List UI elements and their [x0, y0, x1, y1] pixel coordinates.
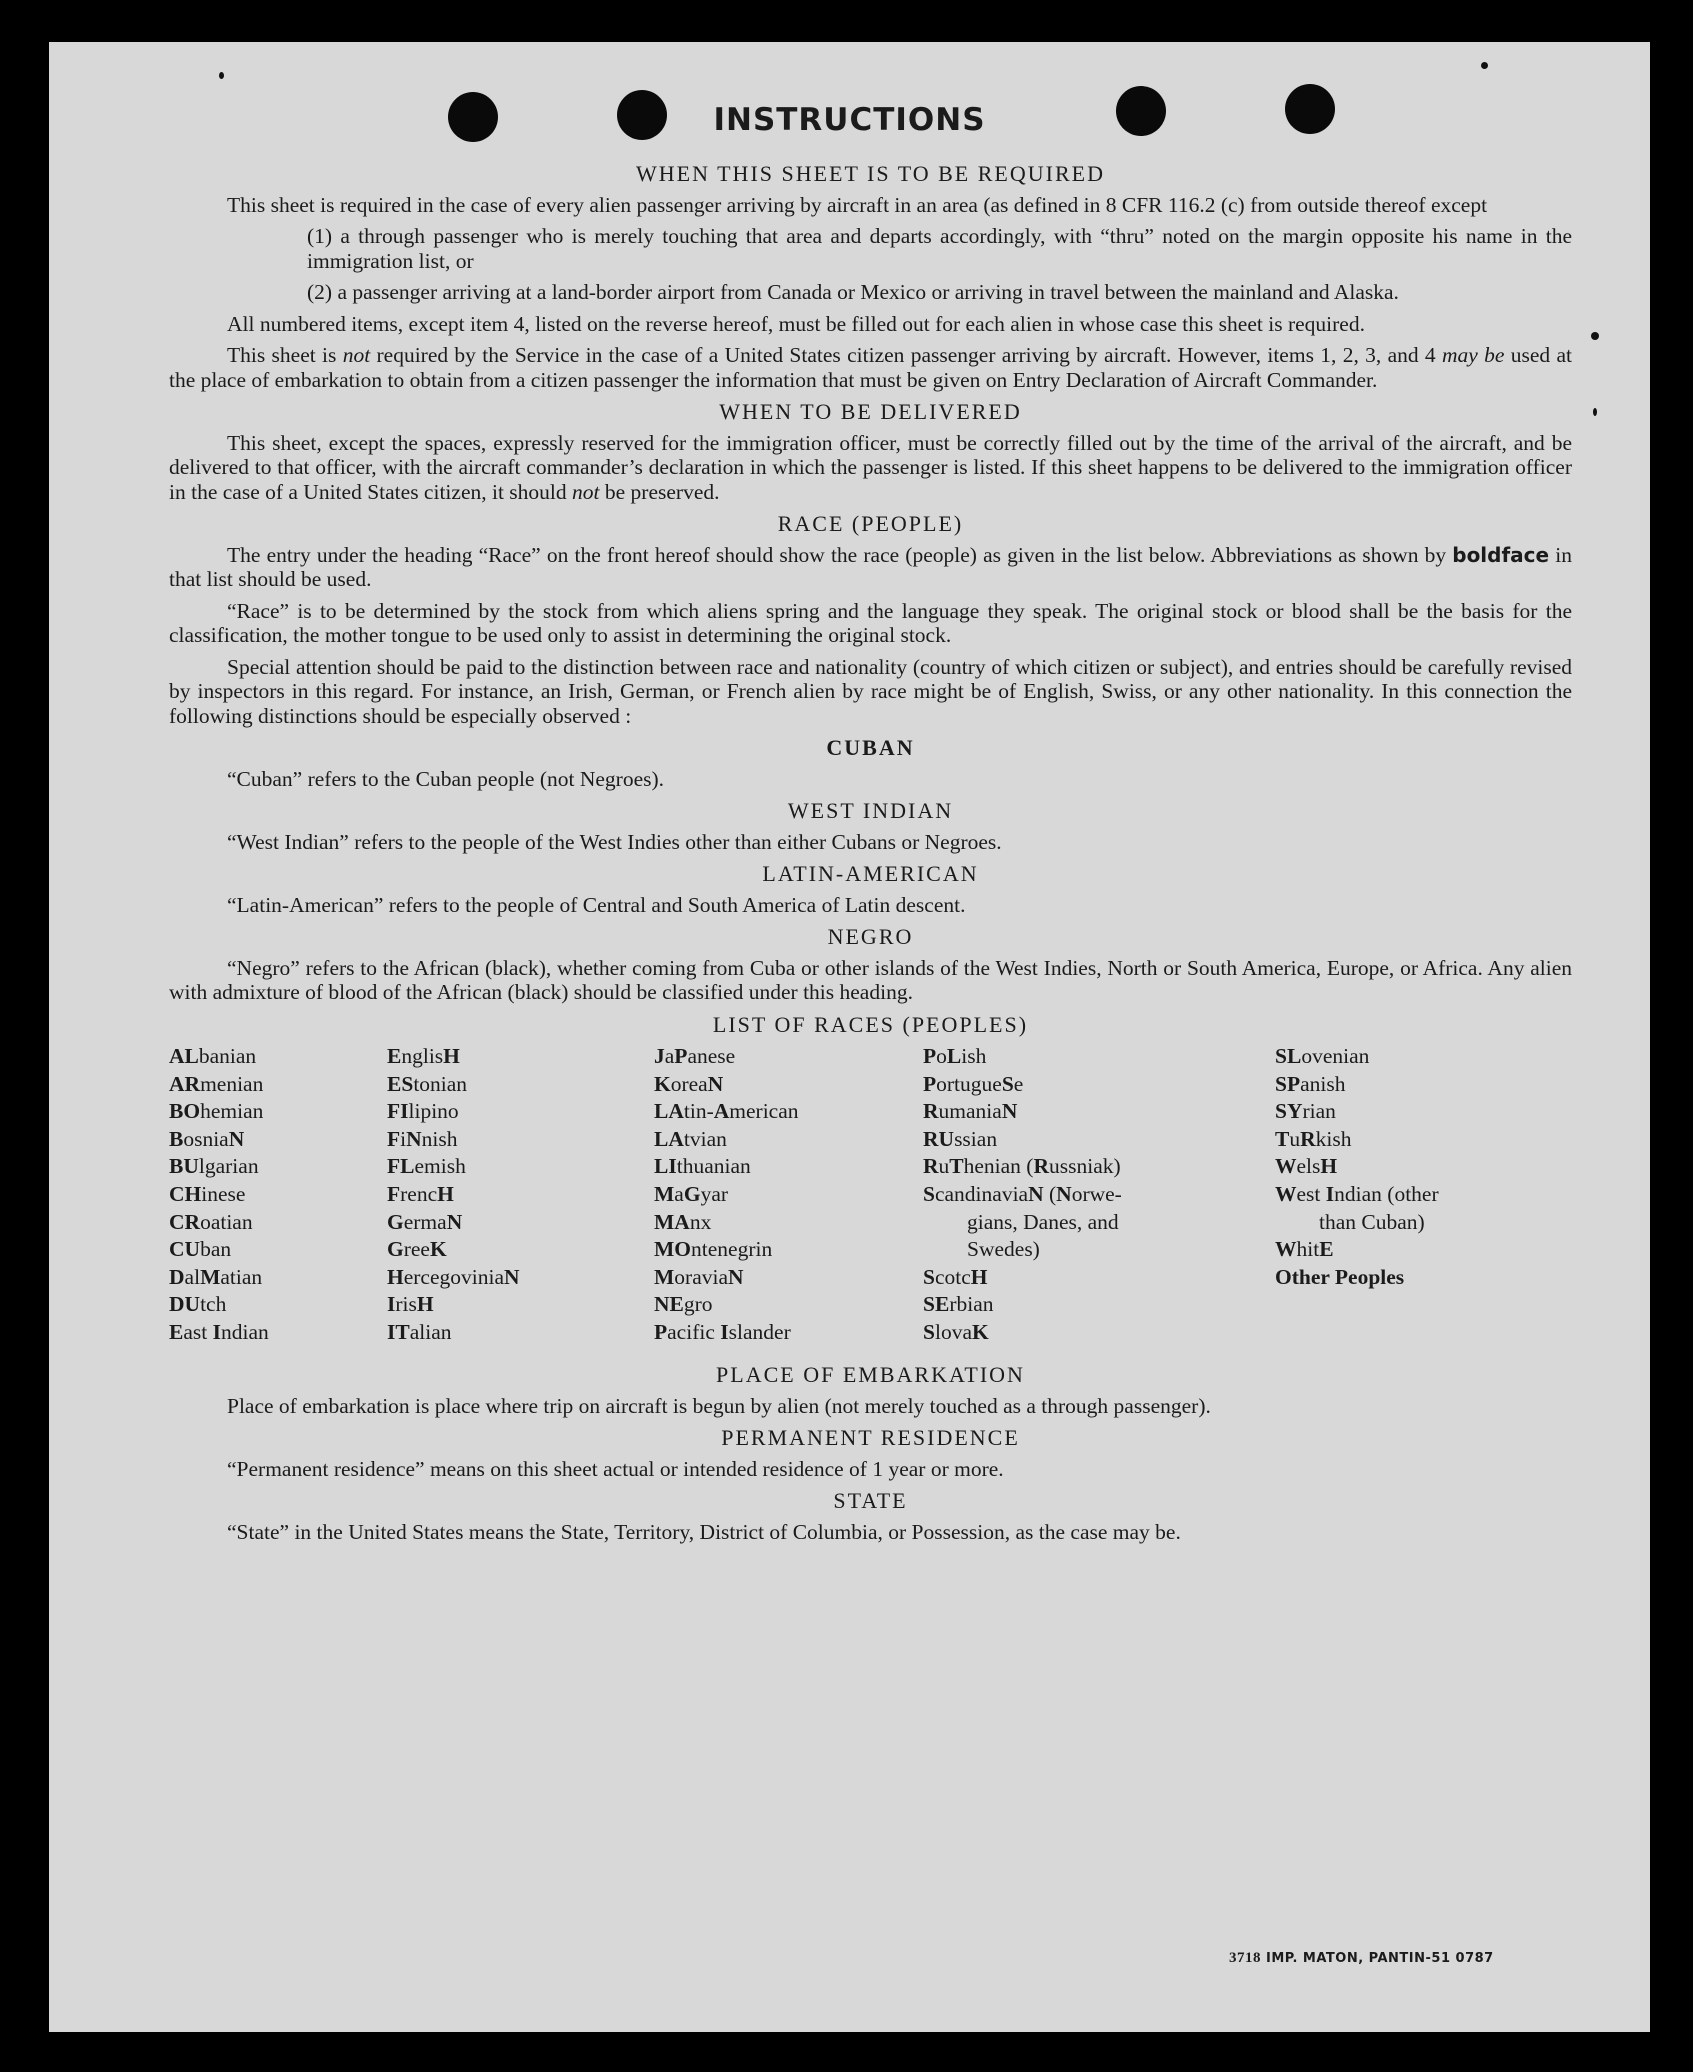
race-entry: FrencH	[387, 1181, 454, 1206]
race-entry: DalMatian	[169, 1264, 263, 1289]
italic-text: not	[342, 343, 371, 367]
race-entry: MAnx	[654, 1209, 712, 1234]
race-entry: CHinese	[169, 1181, 246, 1206]
race-column-5	[1275, 1043, 1439, 1291]
heading-negro: NEGRO	[827, 924, 914, 949]
form-footer	[1229, 1950, 1494, 1967]
race-entry: EStonian	[387, 1071, 468, 1096]
race-entry: WhitE	[1275, 1237, 1334, 1262]
race-entry: PortugueSe	[923, 1071, 1024, 1096]
paragraph	[169, 343, 1572, 392]
race-entry: JaPanese	[654, 1044, 736, 1068]
paragraph: Special attention should be paid to the distinction between race and nationality (country of which citizen or subject), and entries should be carefully revised by inspectors in this regard. For instance, an Irish, German, or French alien by race might be of English, Swiss, or any other nationality. In this connection the following distinctions should be especially observed :	[169, 654, 1572, 728]
race-entry: SErbian	[923, 1292, 994, 1317]
race-entry: SLovenian	[1275, 1044, 1370, 1068]
paragraph: “State” in the United States means the State, Territory, District of Columbia, or Possession, as the case may be.	[227, 1519, 1181, 1544]
race-entry: FiNnish	[387, 1126, 458, 1151]
race-entry: MoraviaN	[654, 1264, 744, 1289]
text-run: in that list should be used.	[169, 542, 1572, 591]
race-entry: RuThenian (Russniak)	[923, 1154, 1121, 1179]
race-column-1	[169, 1043, 269, 1347]
speck	[1591, 332, 1599, 340]
race-entry: NEgro	[654, 1292, 713, 1317]
text-run: This sheet, except the spaces, expressly reserved for the immigration officer, must be correctly filled out by the time of the arrival of the aircraft, and be delivered to that officer, with the aircraft commander’s declaration in which the passenger is listed. If this sheet happens to be delivered to the immigration officer in the case of a United States citizen, it should	[169, 430, 1572, 504]
printer-imprint: IMP. MATON, PANTIN-51 0787	[1266, 1951, 1494, 1966]
paragraph: All numbered items, except item 4, listed on the reverse hereof, must be filled out for each alien in whose case this sheet is required.	[227, 311, 1365, 336]
race-entry: MaGyar	[654, 1181, 729, 1206]
text-run: The entry under the heading “Race” on the front hereof should show the race (people) as given in the list below. Abbreviations as shown by	[227, 542, 1453, 567]
race-entry: BOhemian	[169, 1099, 264, 1124]
race-column-2	[387, 1043, 520, 1347]
paragraph: Place of embarkation is place where trip on aircraft is begun by alien (not merely touched as a through passenger).	[227, 1393, 1211, 1418]
race-entry: IrisH	[387, 1292, 434, 1317]
race-entry: TuRkish	[1275, 1126, 1352, 1151]
paragraph: This sheet is required in the case of every alien passenger arriving by aircraft in an area (as defined in 8 CFR 116.2 (c) from outside thereof except	[227, 192, 1488, 217]
text-run: This sheet is	[227, 343, 343, 367]
form-number: 3718	[1229, 1950, 1261, 1966]
race-entry: KoreaN	[654, 1071, 724, 1096]
race-entry: GreeK	[387, 1237, 447, 1262]
italic-text: may be	[1442, 343, 1505, 367]
race-entry: LAtvian	[654, 1126, 727, 1151]
race-entry: Swedes)	[967, 1237, 1040, 1262]
race-entry: EnglisH	[387, 1044, 460, 1068]
heading-permanent-residence: PERMANENT RESIDENCE	[721, 1425, 1020, 1450]
instructions-body	[169, 154, 1572, 1551]
heading-place-of-embarkation: PLACE OF EMBARKATION	[716, 1362, 1025, 1387]
list-item: (1) a through passenger who is merely touching that area and departs accordingly, with “thru” noted on the margin opposite his name in the immigration list, or	[307, 224, 1572, 273]
heading-cuban: CUBAN	[826, 735, 915, 760]
race-entry: ITalian	[387, 1319, 452, 1344]
race-entry: ALbanian	[169, 1044, 257, 1068]
heading-west-indian: WEST INDIAN	[787, 798, 954, 823]
paragraph: “West Indian” refers to the people of the West Indies other than either Cubans or Negroes.	[227, 829, 1002, 854]
paragraph: “Race” is to be determined by the stock from which aliens spring and the language they speak. The original stock or blood shall be the basis for the classification, the mother tongue to be used only to assist in determining the original stock.	[169, 598, 1572, 647]
race-entry: ScandinaviaN (Norwe-	[923, 1181, 1122, 1206]
race-entry: GermaN	[387, 1209, 463, 1234]
heading-list-of-races: LIST OF RACES (PEOPLES)	[712, 1011, 1029, 1037]
race-entry: ScotcH	[923, 1264, 988, 1289]
page-title: INSTRUCTIONS	[713, 102, 986, 138]
speck	[1593, 408, 1597, 416]
race-entry: BUlgarian	[169, 1154, 259, 1179]
race-entry: MOntenegrin	[654, 1237, 773, 1262]
race-entry: East Indian	[169, 1319, 269, 1344]
race-entry: WelsH	[1275, 1154, 1338, 1179]
heading-when-required: WHEN THIS SHEET IS TO BE REQUIRED	[636, 161, 1105, 186]
race-entry: CRoatian	[169, 1209, 253, 1234]
race-entry: HercegoviniaN	[387, 1264, 520, 1289]
text-run: required by the Service in the case of a United States citizen passenger arriving by aircraft. However, items 1, 2, 3, and 4	[370, 343, 1442, 367]
paragraph	[169, 431, 1572, 505]
heading-state: STATE	[833, 1488, 908, 1513]
instruction-sheet	[49, 42, 1650, 2032]
race-entry: PoLish	[923, 1044, 987, 1068]
bold-text: boldface	[1452, 542, 1550, 567]
race-entry: BosniaN	[169, 1126, 245, 1151]
race-entry: CUban	[169, 1237, 232, 1262]
heading-latin-american: LATIN-AMERICAN	[762, 861, 979, 886]
race-entry: FIlipino	[387, 1099, 459, 1124]
race-column-3	[654, 1043, 799, 1347]
paragraph: “Cuban” refers to the Cuban people (not Negroes).	[227, 766, 665, 791]
italic-text: not	[572, 479, 600, 504]
heading-race: RACE (PEOPLE)	[777, 511, 964, 536]
speck	[219, 72, 224, 79]
race-entry: Other Peoples	[1275, 1264, 1405, 1289]
paragraph: “Permanent residence” means on this sheet actual or intended residence of 1 year or more.	[227, 1456, 1004, 1481]
race-entry: FLemish	[387, 1154, 466, 1179]
race-entry: RUssian	[923, 1126, 998, 1151]
race-entry: ARmenian	[169, 1071, 264, 1096]
race-list	[169, 1043, 1572, 1355]
race-entry: Pacific Islander	[654, 1319, 791, 1344]
race-entry: SPanish	[1275, 1071, 1346, 1096]
race-entry: LAtin-American	[654, 1099, 799, 1124]
paragraph	[169, 543, 1572, 592]
text-run: be preserved.	[599, 479, 720, 504]
race-column-4	[923, 1043, 1122, 1347]
race-entry: SlovaK	[923, 1319, 989, 1344]
race-entry: than Cuban)	[1319, 1209, 1425, 1234]
race-entry: RumaniaN	[923, 1099, 1018, 1124]
paragraph: “Negro” refers to the African (black), whether coming from Cuba or other islands of the West Indies, North or South America, Europe, or Africa. Any alien with admixture of blood of the African (black) should be classified under this heading.	[169, 955, 1572, 1004]
race-entry: West Indian (other	[1275, 1181, 1439, 1206]
list-item: (2) a passenger arriving at a land-border airport from Canada or Mexico or arriving in travel between the mainland and Alaska.	[307, 280, 1399, 304]
race-entry: gians, Danes, and	[967, 1209, 1119, 1234]
text-run: used at the place of embarkation to obtain from a citizen passenger the information that must be given on Entry Declaration of Aircraft Commander.	[169, 343, 1572, 392]
race-entry: DUtch	[169, 1292, 227, 1317]
paragraph: “Latin-American” refers to the people of Central and South America of Latin descent.	[227, 892, 966, 917]
heading-when-delivered: WHEN TO BE DELIVERED	[719, 399, 1022, 424]
race-entry: SYrian	[1275, 1099, 1336, 1124]
speck	[1481, 62, 1488, 69]
race-entry: LIthuanian	[654, 1154, 751, 1179]
